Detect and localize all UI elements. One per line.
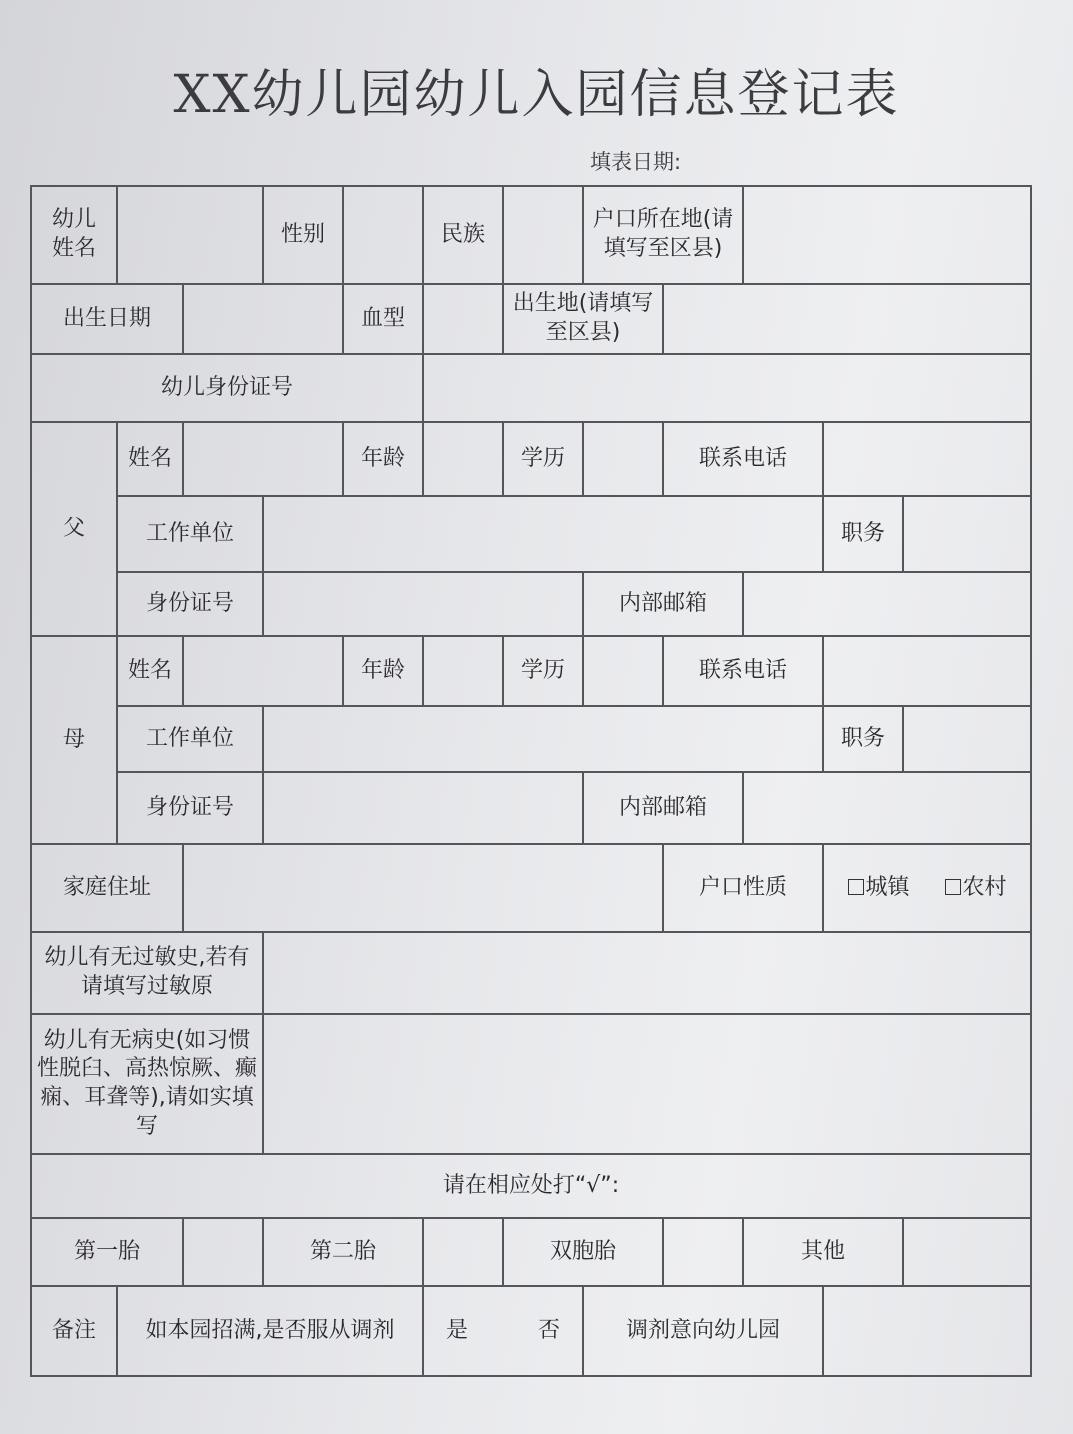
hukou-type-label: 户口性质 [663,844,823,932]
father-id-label: 身份证号 [117,572,263,636]
child-info-row [31,186,1031,284]
registration-form [30,185,1032,1377]
mother-position-label: 职务 [823,706,903,772]
father-education-label: 学历 [503,422,583,496]
medical-row [31,1014,1031,1154]
father-age-label: 年龄 [343,422,423,496]
checkbox-icon[interactable] [848,879,864,895]
ethnicity-field[interactable] [503,186,583,284]
instruction-text: 请在相应处打“√”: [31,1154,1031,1218]
birth-date-field[interactable] [183,284,343,354]
ethnicity-label: 民族 [423,186,503,284]
address-field[interactable] [183,844,663,932]
address-label: 家庭住址 [31,844,183,932]
blood-type-label: 血型 [343,284,423,354]
preferred-kindergarten-field[interactable] [823,1286,1031,1376]
address-row [31,844,1031,932]
option-urban[interactable] [848,874,910,903]
allergy-label: 幼儿有无过敏史,若有请填写过敏原 [31,932,263,1014]
checkbox-icon[interactable] [945,879,961,895]
child-id-row [31,354,1031,422]
gender-label: 性别 [263,186,343,284]
birth-date-label: 出生日期 [31,284,183,354]
father-position-field[interactable] [903,496,1031,572]
mother-work-unit-label: 工作单位 [117,706,263,772]
other-field[interactable] [903,1218,1031,1286]
instruction-row [31,1154,1031,1218]
mother-row-2 [31,706,1031,772]
remarks-row [31,1286,1031,1376]
father-work-unit-field[interactable] [263,496,823,572]
mother-age-field[interactable] [423,636,503,706]
birth-place-label: 出生地(请填写至区县) [503,284,663,354]
birth-place-field[interactable] [663,284,1031,354]
blood-type-field[interactable] [423,284,503,354]
mother-work-unit-field[interactable] [263,706,823,772]
twins-field[interactable] [663,1218,743,1286]
mother-id-label: 身份证号 [117,772,263,844]
father-age-field[interactable] [423,422,503,496]
second-child-label: 第二胎 [263,1218,423,1286]
father-row-2 [31,496,1031,572]
option-rural-label: 农村 [962,874,1007,900]
hukou-location-field[interactable] [743,186,1031,284]
twins-label: 双胞胎 [503,1218,663,1286]
father-education-field[interactable] [583,422,663,496]
father-id-field[interactable] [263,572,583,636]
allergy-row [31,932,1031,1014]
birth-order-row [31,1218,1031,1286]
father-label: 父 [31,422,117,636]
first-child-label: 第一胎 [31,1218,183,1286]
first-child-field[interactable] [183,1218,263,1286]
child-id-field[interactable] [423,354,1031,422]
mother-email-field[interactable] [743,772,1031,844]
father-position-label: 职务 [823,496,903,572]
father-phone-label: 联系电话 [663,422,823,496]
option-urban-label: 城镇 [865,874,910,900]
mother-row-3 [31,772,1031,844]
mother-label: 母 [31,636,117,844]
yes-option[interactable]: 是 [445,1317,468,1343]
father-phone-field[interactable] [823,422,1031,496]
mother-phone-field[interactable] [823,636,1031,706]
option-rural[interactable] [945,874,1007,903]
mother-email-label: 内部邮箱 [583,772,743,844]
medical-field[interactable] [263,1014,1031,1154]
mother-education-label: 学历 [503,636,583,706]
fill-date-label: 填表日期: [590,150,682,174]
preferred-kindergarten-label: 调剂意向幼儿园 [583,1286,823,1376]
mother-row-1 [31,636,1031,706]
mother-id-field[interactable] [263,772,583,844]
child-id-label: 幼儿身份证号 [31,354,423,422]
father-work-unit-label: 工作单位 [117,496,263,572]
child-name-label: 幼儿姓名 [31,186,117,284]
remarks-label: 备注 [31,1286,117,1376]
father-name-label: 姓名 [117,422,183,496]
other-label: 其他 [743,1218,903,1286]
adjustment-question: 如本园招满,是否服从调剂 [117,1286,423,1376]
mother-age-label: 年龄 [343,636,423,706]
hukou-type-options [823,844,1031,932]
father-row-3 [31,572,1031,636]
allergy-field[interactable] [263,932,1031,1014]
gender-field[interactable] [343,186,423,284]
father-name-field[interactable] [183,422,343,496]
second-child-field[interactable] [423,1218,503,1286]
father-row-1 [31,422,1031,496]
page-title: XX幼儿园幼儿入园信息登记表 [173,65,900,125]
birth-info-row [31,284,1031,354]
father-email-field[interactable] [743,572,1031,636]
medical-label: 幼儿有无病史(如习惯性脱臼、高热惊厥、癫痫、耳聋等),请如实填写 [31,1014,263,1154]
mother-education-field[interactable] [583,636,663,706]
father-email-label: 内部邮箱 [583,572,743,636]
hukou-location-label: 户口所在地(请填写至区县) [583,186,743,284]
yes-no-options [423,1286,583,1376]
mother-phone-label: 联系电话 [663,636,823,706]
mother-position-field[interactable] [903,706,1031,772]
child-name-field[interactable] [117,186,263,284]
no-option[interactable]: 否 [538,1317,561,1343]
mother-name-field[interactable] [183,636,343,706]
mother-name-label: 姓名 [117,636,183,706]
